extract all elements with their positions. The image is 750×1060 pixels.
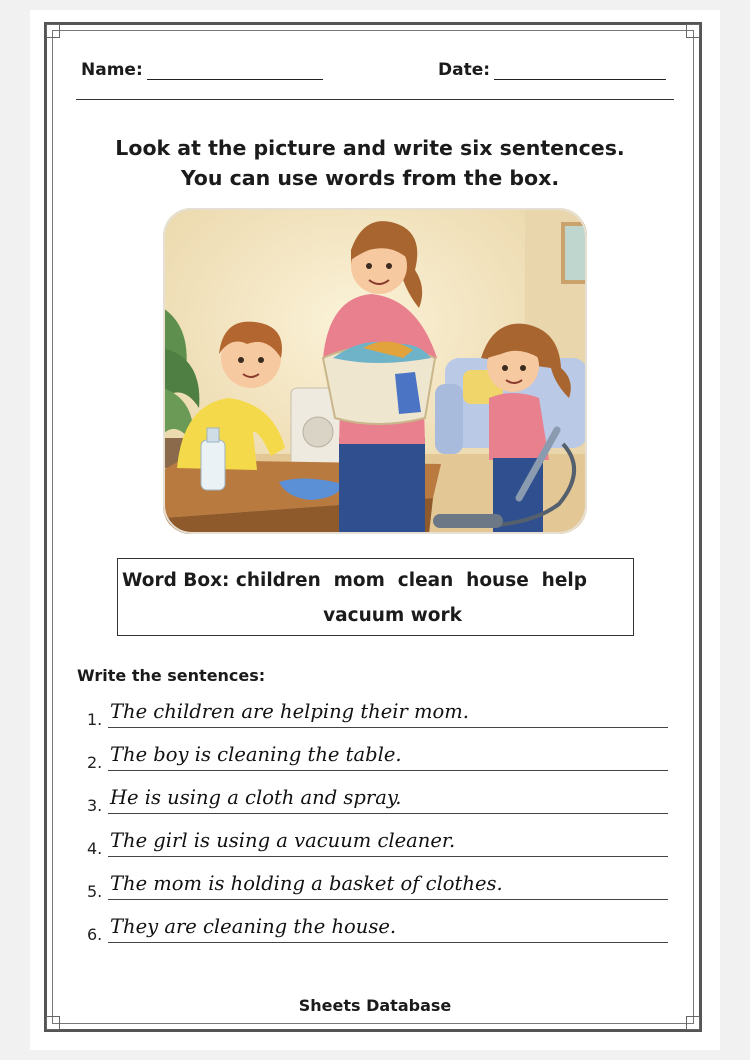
sentence-text[interactable]: He is using a cloth and spray. [110, 786, 402, 809]
sentence-number: 3. [87, 796, 103, 815]
border-corner [686, 24, 700, 38]
border-corner [46, 24, 60, 38]
border-corner [686, 1016, 700, 1030]
picture-frame [563, 224, 587, 282]
sentence-text[interactable]: The girl is using a vacuum cleaner. [110, 829, 456, 852]
name-label: Name: [81, 60, 143, 80]
writing-line [108, 727, 668, 728]
sentence-text[interactable]: The children are helping their mom. [110, 700, 469, 723]
sentence-text[interactable]: They are cleaning the house. [110, 915, 397, 938]
sentence-number: 2. [87, 753, 103, 772]
date-label: Date: [438, 60, 491, 80]
sentence-text[interactable]: The mom is holding a basket of clothes. [110, 872, 503, 895]
sentence-row [84, 915, 668, 949]
sentence-row [84, 743, 668, 777]
word-box-line-1 [122, 570, 587, 591]
word-box-label: Word Box: [122, 570, 230, 591]
footer-brand: Sheets Database [298, 996, 452, 1015]
name-field[interactable] [147, 79, 323, 80]
instruction-line-2: You can use words from the box. [180, 166, 560, 190]
sentence-row [84, 700, 668, 734]
family-cleaning-illustration [163, 208, 587, 534]
sentence-text[interactable]: The boy is cleaning the table. [110, 743, 402, 766]
sentence-number: 6. [87, 925, 103, 944]
header-divider [76, 99, 674, 100]
sentence-number: 5. [87, 882, 103, 901]
border-corner [46, 1016, 60, 1030]
sentence-number: 4. [87, 839, 103, 858]
writing-line [108, 942, 668, 943]
writing-line [108, 813, 668, 814]
writing-line [108, 856, 668, 857]
sentence-row [84, 829, 668, 863]
writing-line [108, 770, 668, 771]
writing-line [108, 899, 668, 900]
sentence-row [84, 786, 668, 820]
word-box-words: children mom clean house help [235, 570, 587, 591]
instruction-line-1: Look at the picture and write six sentences. [115, 136, 625, 160]
date-field[interactable] [494, 79, 666, 80]
word-box-words-line-2: vacuum work [323, 605, 462, 626]
word-box [117, 558, 634, 636]
write-sentences-label: Write the sentences: [77, 666, 266, 685]
sentence-row [84, 872, 668, 906]
sentence-number: 1. [87, 710, 103, 729]
